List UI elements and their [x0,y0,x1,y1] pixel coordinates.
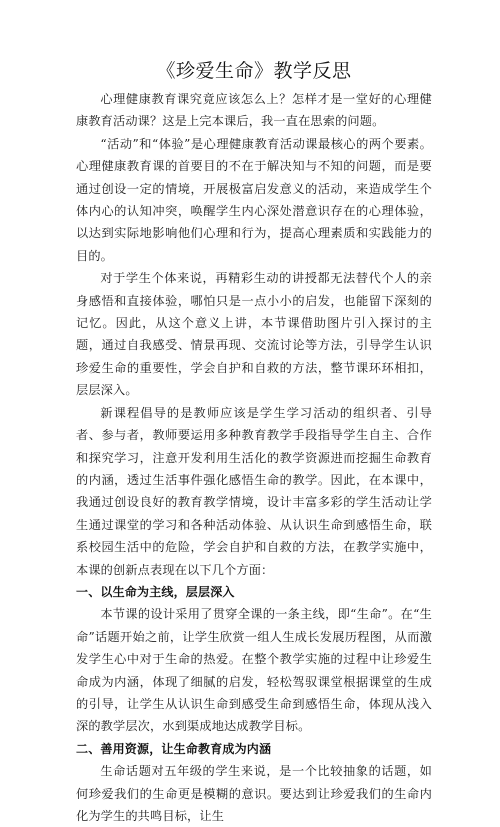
paragraph-activity-experience: “活动”和“体验”是心理健康教育活动课最核心的两个要素。心理健康教育课的首要目的不在于解决知与不知的问题，而是要通过创设一定的情境，开展极富启发意义的活动，来造成学生个体内心的认知冲突，唤醒学生内心深处潜意识存在的心理体验，以达到实际地影响他们心理和行为，提高心理素质和实践能力的目的。 [76,136,432,263]
paragraph-section-1: 本节课的设计采用了贯穿全课的一条主线，即“生命”。在“生命”话题开始之前，让学生欣赏一组人生成长发展历程图，从而激发学生心中对于生命的热爱。在整个教学实施的过程中让珍爱生命成为内涵，体现了细腻的启发，轻松驾驭课堂根据课堂的生成的引导，让学生从认识生命到感受生命到感悟生命，体现从浅入深的教学层次，水到渠成地达成教学目标。 [76,607,432,734]
paragraph-intro: 心理健康教育课究竟应该怎么上？怎样才是一堂好的心理健康教育活动课？这是上完本课后，我一直在思索的问题。 [76,92,432,129]
paragraph-section-2: 生命话题对五年级的学生来说，是一个比较抽象的话题，如何珍爱我们的生命更是模糊的意识。要达到让珍爱我们的生命内化为学生的共鸣目标，让生 [76,764,432,823]
paragraph-student-experience: 对于学生个体来说，再精彩生动的讲授都无法替代个人的亲身感悟和直接体验，哪怕只是一点小小的启发，也能留下深刻的记忆。因此，从这个意义上讲，本节课借助图片引入探讨的主题，通过自我感受、情景再现、交流讨论等方法，引导学生认识珍爱生命的重要性，学会自护和自救的方法，整节课环环相扣，层层深入。 [76,271,432,398]
section-heading-2: 二、善用资源，让生命教育成为内涵 [76,741,272,756]
section-heading-1: 一、以生命为主线，层层深入 [76,584,235,599]
paragraph-new-curriculum: 新课程倡导的是教师应该是学生学习活动的组织者、引导者、参与者，教师要运用多种教育教学手段指导学生自主、合作和探究学习，注意开发利用生活化的教学资源进而挖掘生命教育的内涵，透过生活事件强化感悟生命的教学。因此，在本课中，我通过创设良好的教育教学情境，设计丰富多彩的学生活动让学生通过课堂的学习和各种活动体验、从认识生命到感悟生命，联系校园生活中的危险，学会自护和自救的方法，在教学实施中，本课的创新点表现在以下几个方面： [76,405,432,577]
document-title: 《珍爱生命》教学反思 [156,60,352,82]
